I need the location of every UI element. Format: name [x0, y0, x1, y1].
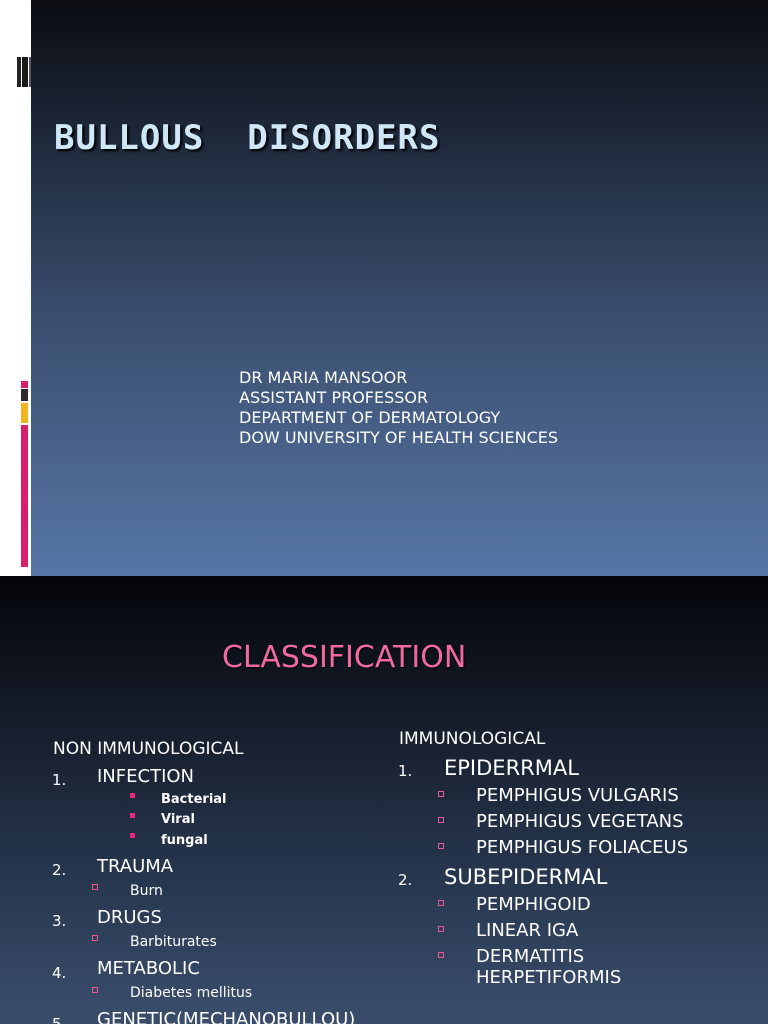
list-item-label: GENETIC(MECHANOBULLOU): [97, 1009, 356, 1030]
sub-item: Diabetes mellitus: [130, 985, 253, 1001]
bullet-icon: [438, 843, 444, 849]
decor-bar-dark: [21, 389, 28, 401]
author-position: ASSISTANT PROFESSOR: [239, 388, 429, 407]
sub-item: PEMPHIGUS FOLIACEUS: [476, 837, 689, 858]
decor-bar-pink-long: [21, 425, 28, 567]
author-department: DEPARTMENT OF DERMATOLOGY: [239, 408, 501, 427]
list-item-label: SUBEPIDERMAL: [444, 865, 608, 889]
sub-item-line2: HERPETIFORMIS: [476, 967, 622, 988]
bullet-icon: [438, 791, 444, 797]
bullet-icon: [438, 900, 444, 906]
classification-title: CLASSIFICATION: [222, 640, 467, 675]
sub-item: Bacterial: [161, 792, 227, 807]
sub-item: Viral: [161, 812, 195, 827]
list-item-label: INFECTION: [97, 766, 195, 787]
bullet-icon: [130, 793, 135, 798]
sub-item: PEMPHIGUS VEGETANS: [476, 811, 684, 832]
decor-bar: [29, 57, 31, 87]
sub-item: LINEAR IGA: [476, 920, 579, 941]
bullet-icon: [438, 926, 444, 932]
sub-item-line1: DERMATITIS: [476, 946, 585, 967]
column-heading: NON IMMUNOLOGICAL: [53, 739, 244, 759]
decor-bar: [17, 57, 21, 87]
bullet-icon: [130, 813, 135, 818]
decor-bar-yellow: [21, 403, 28, 423]
list-number: 1.: [52, 771, 67, 789]
column-heading: IMMUNOLOGICAL: [399, 729, 546, 749]
bullet-icon: [92, 935, 98, 941]
list-number: 2.: [398, 871, 413, 889]
bullet-icon: [438, 817, 444, 823]
decor-bar-pink: [21, 381, 28, 388]
author-block: [239, 368, 558, 448]
list-number: 3.: [52, 912, 67, 930]
list-number: 4.: [52, 964, 67, 982]
author-university: DOW UNIVERSITY OF HEALTH SCIENCES: [239, 428, 559, 447]
bullet-icon: [130, 833, 135, 838]
sub-item: Burn: [130, 883, 163, 899]
bullet-icon: [92, 987, 98, 993]
bullet-icon: [92, 884, 98, 890]
slide-title: BULLOUS DISORDERS: [54, 118, 441, 158]
list-item-label: METABOLIC: [97, 958, 200, 979]
decor-bar: [22, 57, 28, 87]
list-item-label: DRUGS: [97, 907, 162, 928]
slide-background: [31, 0, 768, 576]
list-item-label: EPIDERRMAL: [444, 756, 579, 780]
sub-item: fungal: [161, 833, 208, 848]
sub-item: PEMPHIGUS VULGARIS: [476, 785, 679, 806]
list-number: 5.: [52, 1015, 67, 1033]
bullet-icon: [438, 952, 444, 958]
sub-item: PEMPHIGOID: [476, 894, 591, 915]
list-number: 2.: [52, 861, 67, 879]
author-name: DR MARIA MANSOOR: [239, 368, 408, 387]
sub-item: Barbiturates: [130, 934, 217, 950]
list-number: 1.: [398, 762, 413, 780]
list-item-label: TRAUMA: [97, 856, 174, 877]
